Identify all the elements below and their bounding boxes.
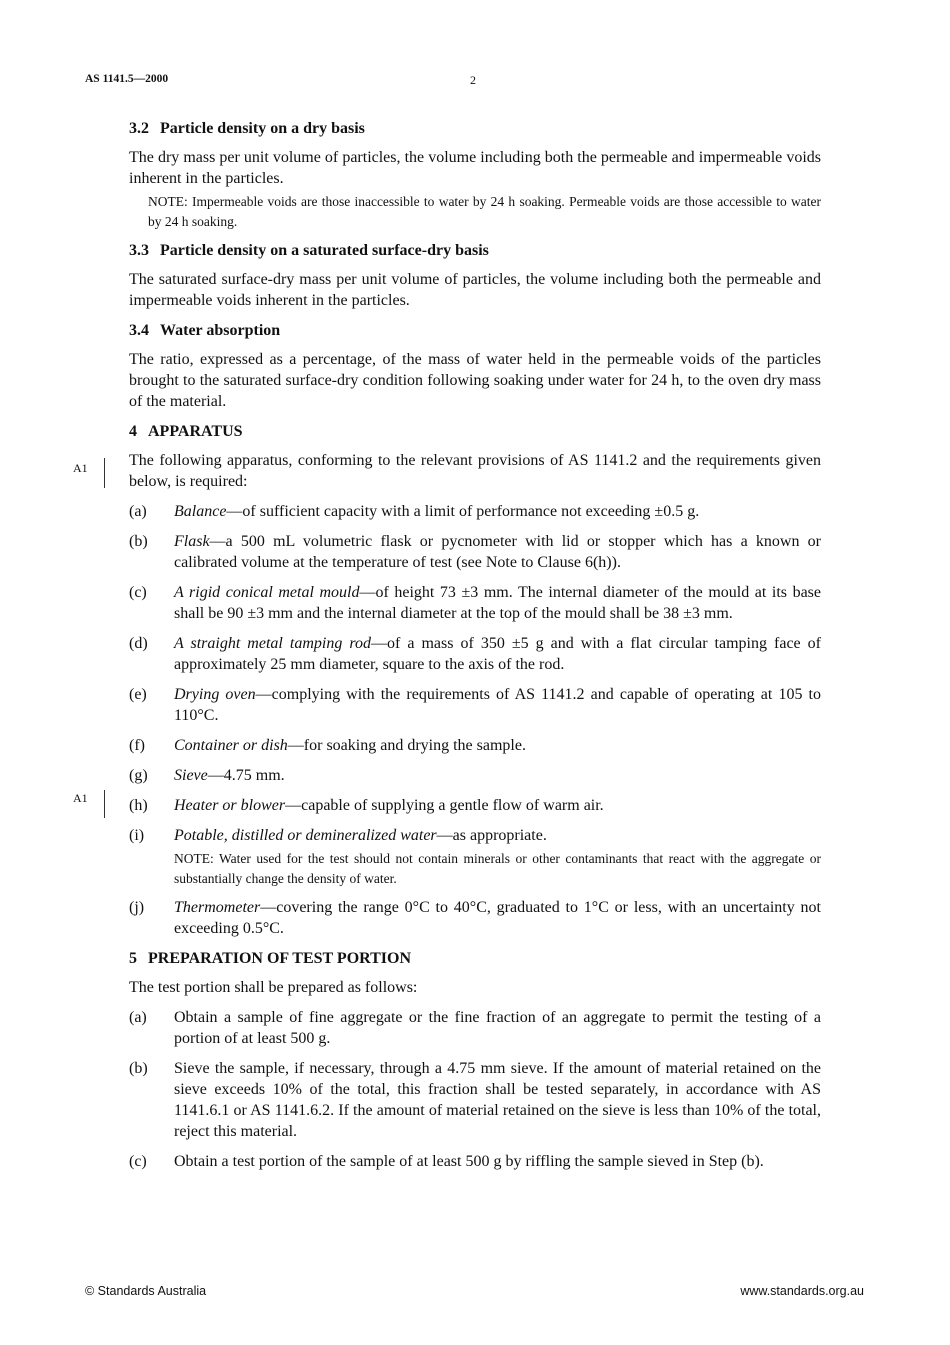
- item-text: —covering the range 0°C to 40°C, graduated to 1°C or less, with an uncertainty not exceeding 0.5°C.: [174, 899, 821, 937]
- item-text: —capable of supplying a gentle flow of warm air.: [285, 797, 604, 814]
- item-text: —of sufficient capacity with a limit of performance not exceeding ±0.5 g.: [226, 503, 700, 520]
- section-title: PREPARATION OF TEST PORTION: [148, 950, 412, 967]
- item-text: —for soaking and drying the sample.: [287, 737, 526, 754]
- item-label: (c): [129, 584, 147, 601]
- item-term: Balance: [174, 503, 227, 520]
- item-term: Heater or blower: [174, 797, 286, 814]
- section-number: 3.4: [129, 322, 149, 339]
- item-term: A straight metal tamping rod: [174, 635, 371, 652]
- item-text: —4.75 mm.: [207, 767, 285, 784]
- section-title: Particle density on a saturated surface-dry basis: [160, 242, 489, 259]
- list-item: [129, 531, 821, 573]
- amendment-marker: A1: [73, 791, 88, 805]
- item-label: (h): [129, 797, 148, 814]
- item-term: A rigid conical metal mould: [174, 584, 360, 601]
- section-intro: The test portion shall be prepared as follows:: [129, 979, 418, 996]
- item-label: (g): [129, 767, 148, 784]
- item-label: (j): [129, 899, 145, 916]
- section-heading: [129, 948, 821, 969]
- definition-text: The dry mass per unit volume of particles, the volume including both the permeable and impermeable voids inherent in the particles.: [129, 149, 821, 187]
- page-number: 2: [470, 73, 476, 87]
- item-text: Obtain a sample of fine aggregate or the fine fraction of an aggregate to permit the testing of a portion of at least 500 g.: [174, 1009, 821, 1047]
- item-text: —as appropriate.: [436, 827, 547, 844]
- list-item: [129, 582, 821, 624]
- footer-copyright: © Standards Australia: [85, 1284, 207, 1298]
- item-label: (b): [129, 533, 148, 550]
- list-item: [129, 501, 821, 522]
- section-intro: The following apparatus, conforming to the relevant provisions of AS 1141.2 and the requirements given below, is required:: [129, 452, 821, 490]
- section-title: Water absorption: [160, 322, 281, 339]
- list-item: [129, 1151, 821, 1172]
- item-term: Sieve: [174, 767, 208, 784]
- document-id: AS 1141.5—2000: [85, 73, 169, 85]
- item-label: (d): [129, 635, 148, 652]
- item-text: —complying with the requirements of AS 1141.2 and capable of operating at 105 to 110°C.: [174, 686, 822, 724]
- section-heading: [129, 118, 821, 139]
- list-item: [129, 735, 821, 756]
- item-text: —of height 73 ±3 mm. The internal diameter of the mould at its base shall be 90 ±3 mm and the internal diameter at the top of the mould shall be 38 ±3 mm.: [174, 584, 821, 622]
- definition-text: The saturated surface-dry mass per unit volume of particles, the volume including both the permeable and impermeable voids inherent in the particles.: [129, 271, 821, 309]
- item-text: —of a mass of 350 ±5 g and with a flat circular tamping face of approximately 25 mm diameter, square to the axis of the rod.: [174, 635, 821, 673]
- item-text: Sieve the sample, if necessary, through a 4.75 mm sieve. If the amount of material retained on the sieve exceeds 10% of the total, this fraction shall be tested separately, in accordance with AS 1141.6.1 or AS 1141.6.2. If the amount of material retained on the sieve is less than 10% of the total, reject this material.: [174, 1060, 821, 1140]
- item-label: (i): [129, 827, 145, 844]
- list-item: [129, 1007, 821, 1049]
- section-heading: [129, 240, 821, 261]
- list-item: [129, 684, 821, 726]
- section-title: APPARATUS: [148, 423, 243, 440]
- list-item: [129, 795, 821, 816]
- section-heading: [129, 421, 821, 442]
- section-number: 4: [129, 423, 137, 440]
- section-number: 3.2: [129, 120, 149, 137]
- definition-text: The ratio, expressed as a percentage, of the mass of water held in the permeable voids of the particles brought to the saturated surface-dry condition following soaking under water for 24 h, to the oven dry mass of the material.: [129, 351, 821, 410]
- list-item: [129, 825, 821, 846]
- section-title: Particle density on a dry basis: [160, 120, 365, 137]
- amendment-marker: A1: [73, 461, 88, 475]
- item-term: Thermometer: [174, 899, 261, 916]
- item-label: (f): [129, 737, 145, 754]
- amendment-bar: [104, 458, 105, 488]
- list-item: [129, 1058, 821, 1142]
- item-term: Flask: [174, 533, 210, 550]
- item-label: (c): [129, 1153, 147, 1170]
- section-number: 3.3: [129, 242, 149, 259]
- document-body: [129, 118, 821, 1181]
- item-label: (a): [129, 503, 147, 520]
- item-text: Obtain a test portion of the sample of at least 500 g by riffling the sample sieved in Step (b).: [174, 1153, 764, 1170]
- item-term: Drying oven: [174, 686, 256, 703]
- item-label: (a): [129, 1009, 147, 1026]
- list-item: [129, 897, 821, 939]
- note: NOTE: Impermeable voids are those inaccessible to water by 24 h soaking. Permeable voids are those accessible to water by 24 h soaking.: [148, 194, 821, 229]
- item-term: Potable, distilled or demineralized water: [174, 827, 437, 844]
- item-term: Container or dish: [174, 737, 288, 754]
- amendment-bar: [104, 790, 105, 818]
- footer-website[interactable]: www.standards.org.au: [740, 1284, 864, 1298]
- list-item: [129, 765, 821, 786]
- list-item: [129, 633, 821, 675]
- section-number: 5: [129, 950, 137, 967]
- section-heading: [129, 320, 821, 341]
- note: NOTE: Water used for the test should not contain minerals or other contaminants that react with the aggregate or substantially change the density of water.: [174, 851, 821, 886]
- item-text: —a 500 mL volumetric flask or pycnometer with lid or stopper which has a known or calibrated volume at the temperature of test (see Note to Clause 6(h)).: [174, 533, 821, 571]
- item-label: (b): [129, 1060, 148, 1077]
- item-label: (e): [129, 686, 147, 703]
